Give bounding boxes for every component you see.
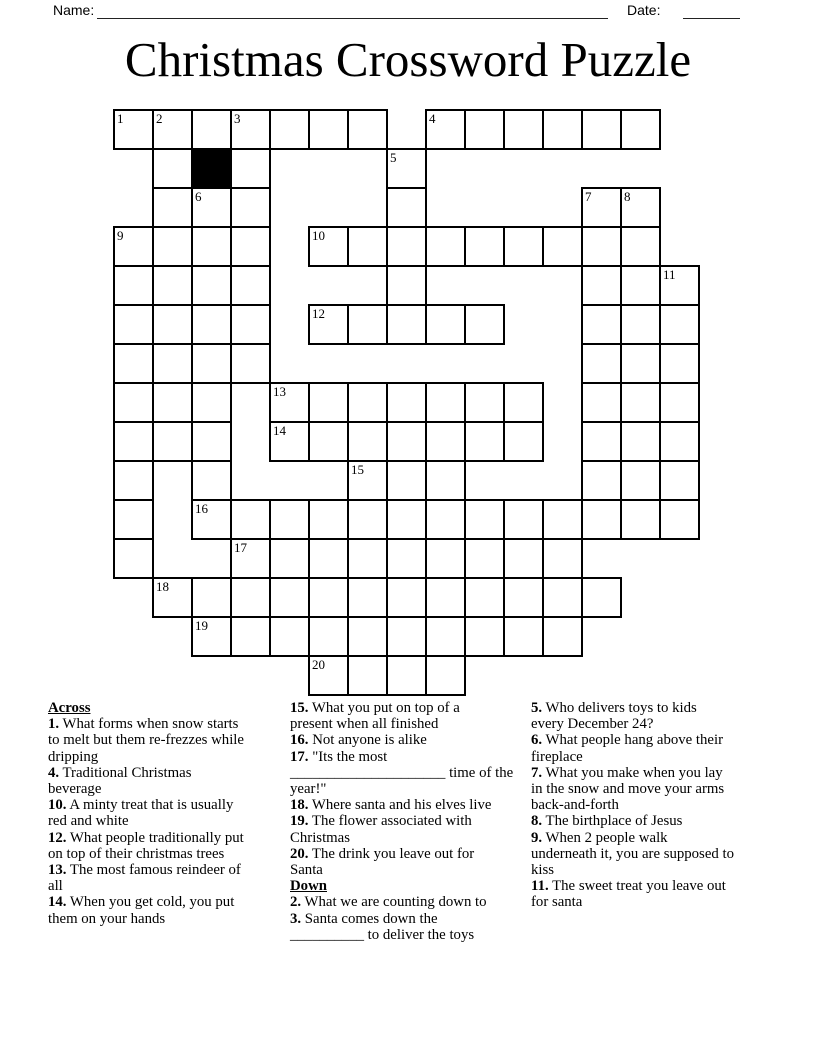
clue-16: 16. Not anyone is alike (290, 732, 427, 749)
grid-cell[interactable] (581, 577, 622, 618)
clue-19: 19. The flower associated with Christmas (290, 813, 472, 846)
name-blank-line[interactable] (97, 18, 608, 19)
grid-cell[interactable] (308, 109, 349, 150)
grid-cell[interactable] (152, 343, 193, 384)
grid-cell[interactable] (581, 460, 622, 501)
grid-cell[interactable] (113, 109, 154, 150)
grid-cell[interactable] (464, 382, 505, 423)
cell-number: 20 (312, 657, 325, 672)
grid-cell[interactable] (581, 343, 622, 384)
name-label: Name: (53, 2, 95, 18)
grid-cell[interactable] (659, 460, 700, 501)
grid-cell[interactable] (113, 538, 154, 579)
grid-cell[interactable] (269, 421, 310, 462)
grid-cell[interactable] (269, 577, 310, 618)
grid-cell[interactable] (386, 265, 427, 306)
grid-cell[interactable] (620, 226, 661, 267)
cell-number: 7 (585, 189, 592, 204)
clue-2: 2. What we are counting down to (290, 894, 487, 911)
grid-cell[interactable] (152, 226, 193, 267)
grid-cell[interactable] (347, 655, 388, 696)
grid-cell[interactable] (503, 421, 544, 462)
grid-cell[interactable] (386, 499, 427, 540)
grid-cell[interactable] (230, 499, 271, 540)
grid-cell[interactable] (464, 499, 505, 540)
grid-cell[interactable] (191, 460, 232, 501)
grid-cell[interactable] (503, 226, 544, 267)
grid-cell[interactable] (191, 577, 232, 618)
grid-cell[interactable] (581, 109, 622, 150)
grid-cell[interactable] (386, 655, 427, 696)
grid-cell[interactable] (347, 304, 388, 345)
date-blank-line[interactable] (683, 18, 740, 19)
across-heading: Across (48, 700, 91, 716)
grid-cell[interactable] (347, 460, 388, 501)
grid-cell[interactable] (113, 304, 154, 345)
grid-cell[interactable] (581, 226, 622, 267)
grid-cell[interactable] (503, 577, 544, 618)
grid-cell[interactable] (191, 499, 232, 540)
grid-cell[interactable] (308, 616, 349, 657)
cell-number: 14 (273, 423, 286, 438)
grid-cell[interactable] (581, 304, 622, 345)
grid-cell[interactable] (152, 304, 193, 345)
clue-number: 14. (48, 894, 67, 911)
grid-cell[interactable] (347, 538, 388, 579)
grid-cell[interactable] (152, 148, 193, 189)
grid-cell[interactable] (503, 499, 544, 540)
cell-number: 16 (195, 501, 208, 516)
clue-14: 14. When you get cold, you put them on your hands (48, 894, 235, 927)
grid-cell[interactable] (230, 343, 271, 384)
grid-cell[interactable] (425, 304, 466, 345)
grid-cell[interactable] (152, 382, 193, 423)
clue-6: 6. What people hang above their fireplace (531, 732, 724, 765)
grid-cell[interactable] (425, 577, 466, 618)
grid-cell[interactable] (425, 616, 466, 657)
clue-number: 20. (290, 845, 309, 862)
clues-column-down (531, 700, 776, 911)
clue-number: 1. (48, 716, 60, 733)
grid-cell[interactable] (464, 304, 505, 345)
clue-9: 9. When 2 people walk underneath it, you are supposed to kiss (531, 829, 734, 879)
grid-cell[interactable] (542, 538, 583, 579)
clue-number: 12. (48, 829, 67, 846)
grid-cell[interactable] (620, 421, 661, 462)
grid-cell[interactable] (113, 421, 154, 462)
grid-cell[interactable] (620, 265, 661, 306)
grid-cell[interactable] (386, 421, 427, 462)
grid-cell[interactable] (230, 265, 271, 306)
grid-cell[interactable] (230, 187, 271, 228)
cell-number: 8 (624, 189, 631, 204)
cell-number: 19 (195, 618, 208, 633)
grid-cell[interactable] (620, 343, 661, 384)
cell-number: 1 (117, 111, 124, 126)
cell-number: 15 (351, 462, 364, 477)
grid-cell[interactable] (113, 265, 154, 306)
grid-cell[interactable] (191, 421, 232, 462)
grid-cell[interactable] (191, 382, 232, 423)
clue-3: 3. Santa comes down the __________ to deliver the toys (290, 910, 475, 943)
grid-cell[interactable] (659, 499, 700, 540)
grid-cell[interactable] (464, 421, 505, 462)
grid-cell[interactable] (425, 109, 466, 150)
cell-number: 13 (273, 384, 286, 399)
grid-cell[interactable] (269, 616, 310, 657)
clue-1: 1. What forms when snow starts to melt but them re-frezzes while dripping (48, 716, 244, 765)
date-label: Date: (627, 2, 661, 18)
grid-cell[interactable] (503, 538, 544, 579)
grid-cell[interactable] (581, 187, 622, 228)
grid-cell[interactable] (308, 655, 349, 696)
grid-cell[interactable] (386, 460, 427, 501)
grid-cell[interactable] (386, 616, 427, 657)
clue-number: 19. (290, 813, 309, 830)
clue-number: 5. (531, 700, 543, 716)
clue-number: 3. (290, 910, 302, 927)
grid-cell[interactable] (425, 421, 466, 462)
cell-number: 17 (234, 540, 247, 555)
cell-number: 5 (390, 150, 397, 165)
grid-cell[interactable] (347, 226, 388, 267)
clue-number: 16. (290, 732, 309, 749)
grid-cell[interactable] (581, 421, 622, 462)
cell-number: 4 (429, 111, 436, 126)
grid-cell[interactable] (152, 265, 193, 306)
grid-cell[interactable] (347, 616, 388, 657)
grid-cell[interactable] (152, 187, 193, 228)
grid-cell[interactable] (308, 304, 349, 345)
cell-number: 9 (117, 228, 124, 243)
clue-number: 10. (48, 797, 67, 814)
grid-cell[interactable] (113, 226, 154, 267)
grid-cell[interactable] (464, 109, 505, 150)
grid-cell[interactable] (386, 382, 427, 423)
grid-cell[interactable] (113, 460, 154, 501)
clue-10: 10. A minty treat that is usually red and white (48, 797, 234, 830)
grid-cell[interactable] (230, 616, 271, 657)
clue-7: 7. What you make when you lay in the snow and move your arms back-and-forth (531, 764, 725, 814)
grid-cell[interactable] (347, 499, 388, 540)
grid-cell[interactable] (542, 577, 583, 618)
grid-cell[interactable] (230, 148, 271, 189)
grid-cell[interactable] (269, 538, 310, 579)
grid-cell[interactable] (191, 616, 232, 657)
grid-cell[interactable] (464, 616, 505, 657)
grid-cell[interactable] (386, 304, 427, 345)
grid-cell[interactable] (386, 148, 427, 189)
clue-number: 6. (531, 732, 543, 749)
clue-number: 15. (290, 700, 309, 716)
grid-cell[interactable] (230, 304, 271, 345)
grid-cell[interactable] (425, 538, 466, 579)
grid-cell[interactable] (542, 109, 583, 150)
grid-cell[interactable] (191, 304, 232, 345)
clue-4: 4. Traditional Christmas beverage (48, 764, 192, 798)
down-heading: Down (290, 878, 327, 895)
grid-cell[interactable] (620, 187, 661, 228)
grid-cell[interactable] (347, 109, 388, 150)
grid-cell[interactable] (659, 265, 700, 306)
clue-13: 13. The most famous reindeer of all (48, 862, 241, 895)
grid-cell[interactable] (113, 499, 154, 540)
grid-cell[interactable] (542, 616, 583, 657)
grid-cell[interactable] (230, 577, 271, 618)
grid-cell[interactable] (659, 421, 700, 462)
grid-cell[interactable] (620, 499, 661, 540)
clue-number: 8. (531, 813, 543, 830)
grid-cell[interactable] (347, 421, 388, 462)
clue-17: 17. "Its the most _____________________ time of the year!" (290, 748, 514, 798)
cell-number: 6 (195, 189, 202, 204)
grid-cell[interactable] (464, 226, 505, 267)
clue-15: 15. What you put on top of a present when all finished (290, 700, 460, 733)
grid-cell[interactable] (191, 226, 232, 267)
grid-cell[interactable] (269, 382, 310, 423)
grid-cell[interactable] (152, 421, 193, 462)
clue-8: 8. The birthplace of Jesus (531, 813, 683, 830)
clue-number: 17. (290, 748, 309, 765)
grid-cell[interactable] (620, 304, 661, 345)
grid-cell[interactable] (542, 226, 583, 267)
cell-number: 18 (156, 579, 169, 594)
grid-cell[interactable] (386, 577, 427, 618)
cell-number: 10 (312, 228, 325, 243)
clues-column-middle (290, 700, 535, 943)
clue-number: 11. (531, 878, 549, 895)
grid-cell[interactable] (152, 577, 193, 618)
grid-cell[interactable] (425, 382, 466, 423)
grid-cell[interactable] (620, 460, 661, 501)
grid-cell[interactable] (659, 304, 700, 345)
grid-cell[interactable] (386, 187, 427, 228)
grid-cell[interactable] (425, 460, 466, 501)
cell-number: 3 (234, 111, 241, 126)
grid-cell[interactable] (308, 421, 349, 462)
grid-cell[interactable] (503, 109, 544, 150)
grid-cell[interactable] (503, 382, 544, 423)
grid-cell[interactable] (581, 382, 622, 423)
cell-number: 11 (663, 267, 676, 282)
crossword-grid (113, 109, 700, 696)
clue-20: 20. The drink you leave out for Santa (290, 845, 475, 879)
grid-cell[interactable] (542, 499, 583, 540)
grid-cell[interactable] (308, 538, 349, 579)
clue-number: 4. (48, 764, 60, 781)
clue-12: 12. What people traditionally put on top of their christmas trees (48, 829, 244, 862)
clue-number: 13. (48, 862, 67, 879)
grid-cell[interactable] (308, 577, 349, 618)
grid-cell[interactable] (269, 499, 310, 540)
grid-cell[interactable] (152, 109, 193, 150)
grid-cell[interactable] (503, 616, 544, 657)
grid-black-cell (191, 148, 232, 189)
grid-cell[interactable] (230, 538, 271, 579)
grid-cell[interactable] (308, 382, 349, 423)
grid-cell[interactable] (191, 109, 232, 150)
grid-cell[interactable] (347, 382, 388, 423)
grid-cell[interactable] (191, 343, 232, 384)
grid-cell[interactable] (230, 109, 271, 150)
grid-cell[interactable] (425, 655, 466, 696)
grid-cell[interactable] (386, 538, 427, 579)
grid-cell[interactable] (308, 499, 349, 540)
clue-number: 9. (531, 829, 543, 846)
clue-11: 11. The sweet treat you leave out for santa (531, 878, 726, 911)
grid-cell[interactable] (347, 577, 388, 618)
grid-cell[interactable] (386, 226, 427, 267)
grid-cell[interactable] (269, 109, 310, 150)
page-title: Christmas Crossword Puzzle (124, 32, 692, 87)
cell-number: 12 (312, 306, 325, 321)
grid-cell[interactable] (191, 265, 232, 306)
grid-cell[interactable] (581, 499, 622, 540)
grid-cell[interactable] (113, 343, 154, 384)
grid-cell[interactable] (425, 226, 466, 267)
grid-cell[interactable] (308, 226, 349, 267)
clue-number: 2. (290, 894, 302, 911)
grid-cell[interactable] (620, 382, 661, 423)
grid-cell[interactable] (659, 343, 700, 384)
grid-cell[interactable] (464, 577, 505, 618)
clue-5: 5. Who delivers toys to kids every December 24? (531, 700, 697, 733)
clue-number: 18. (290, 797, 309, 814)
grid-cell[interactable] (620, 109, 661, 150)
grid-cell[interactable] (230, 226, 271, 267)
grid-cell[interactable] (425, 499, 466, 540)
grid-cell[interactable] (191, 187, 232, 228)
clues-column-across (48, 700, 293, 927)
grid-cell[interactable] (113, 382, 154, 423)
clue-18: 18. Where santa and his elves live (290, 797, 492, 814)
cell-number: 2 (156, 111, 163, 126)
clue-number: 7. (531, 764, 543, 781)
grid-cell[interactable] (659, 382, 700, 423)
grid-cell[interactable] (581, 265, 622, 306)
grid-cell[interactable] (464, 538, 505, 579)
